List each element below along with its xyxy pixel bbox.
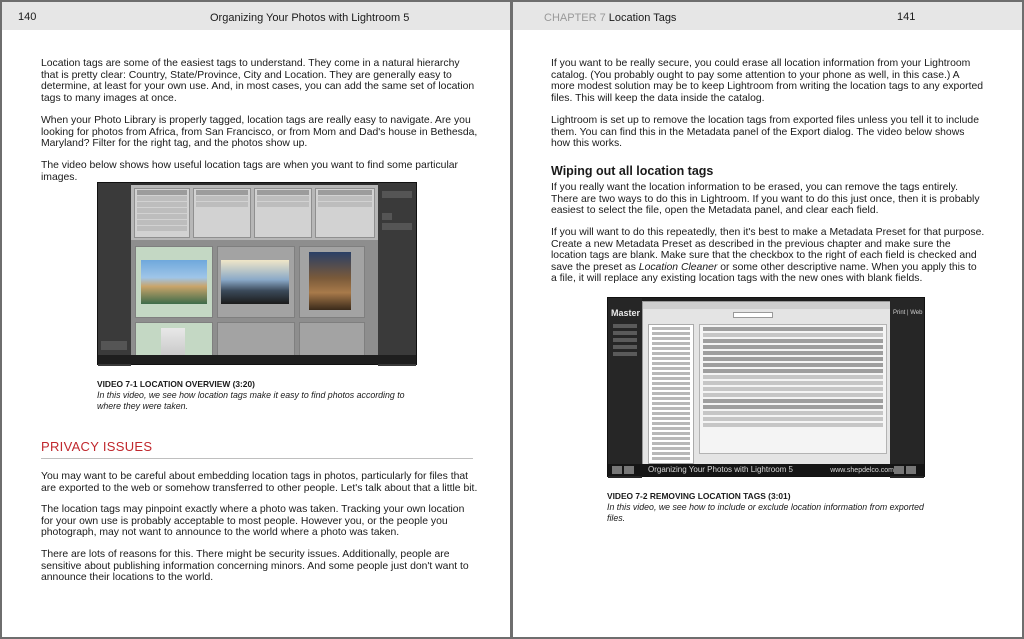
video-caption-description: In this video, we see how location tags make it easy to find photos according to where they were taken. xyxy=(97,390,405,411)
video-overlay-title: Organizing Your Photos with Lightroom 5 xyxy=(648,465,793,474)
page-number-left: 140 xyxy=(18,11,37,23)
paragraph-location-tags-intro: Location tags are some of the easiest tags to understand. They come in a natural hierarchy that is pretty clear: Country, State/Province, City and Location. They are generally easy to determine, at least for your own use. And, in most cases, you can add the same set of location tags to many images at once. xyxy=(41,58,475,104)
paragraph-secure-erase: If you want to be really secure, you could erase all location information from your Lightroom catalog. (You probably ought to pay some attention to your phone as well, in this case.) A more modest solution may be to keep Lightroom from writing the location tags to any exported files. This will keep the data inside the catalog. xyxy=(551,58,984,104)
screen-side-right: Print | Web xyxy=(893,310,923,316)
video-thumbnail-location-overview[interactable] xyxy=(97,182,417,365)
paragraph-privacy-1: You may want to be careful about embedding location tags in photos, particularly for files that are exported to the web or somehow transferred to other people. Let's talk about that a little bit. xyxy=(41,471,478,494)
running-title: Organizing Your Photos with Lightroom 5 xyxy=(210,12,410,24)
paragraph-video-intro: The video below shows how useful location tags are when you want to find some particular images. xyxy=(41,160,459,183)
video-caption-description-2: In this video, we see how to include or exclude location information from exported files. xyxy=(607,502,924,523)
page-number-right: 141 xyxy=(897,11,916,23)
right-running-head xyxy=(513,2,1022,30)
paragraph-privacy-2: The location tags may pinpoint exactly where a photo was taken. Tracking your own location for your own use is probably acceptable to most people. However you, or the people you photograph, may not want to announce to the world where a photo was taken. xyxy=(41,504,465,539)
screen-side-text: Master xyxy=(611,308,641,318)
lightroom-right-panel xyxy=(378,183,416,366)
chapter-title: Location Tags xyxy=(608,12,677,24)
photo-grid xyxy=(131,240,378,357)
export-settings-pane xyxy=(699,324,887,454)
video-caption-title: VIDEO 7-1 LOCATION OVERVIEW (3:20) xyxy=(97,379,255,389)
video-overlay-url: www.shepdelco.com xyxy=(830,467,894,474)
lightroom-side-panel xyxy=(608,298,642,478)
left-running-head xyxy=(2,2,510,30)
subheading-wiping: Wiping out all location tags xyxy=(551,164,714,178)
preset-list xyxy=(648,324,694,464)
photo-thumb-canal xyxy=(141,260,207,304)
paragraph-wipe-2: If you will want to do this repeatedly, then it's best to make a Metadata Preset for that purpose. Create a new Metadata Preset as described in the previous chapter and make sure the location tags are blank. Make sure that the checkbox to the right of each field is checked and save the preset as Location Cleaner or some other descriptive name. When you apply this to a file, it will replace any existing location tags with the new ones with blank fields. xyxy=(551,227,985,285)
lightroom-module-panel xyxy=(890,298,924,478)
photo-thumb-building xyxy=(161,328,185,357)
paragraph-privacy-3: There are lots of reasons for this. There might be security issues. Additionally, people are sensitive about publishing information concerning minors. And some people just don't want to announce their locations to the world. xyxy=(41,549,469,584)
chapter-header xyxy=(544,12,676,24)
photo-thumb-tower xyxy=(309,252,351,310)
library-filter-bar xyxy=(131,185,378,240)
preset-name: Location Cleaner xyxy=(638,261,718,273)
left-page xyxy=(2,2,510,637)
chapter-label: CHAPTER 7 xyxy=(544,12,606,24)
paragraph-wipe-1: If you really want the location information to be erased, you can remove the tags entirely. There are two ways to do this in Lightroom. If you want to do this just once, then it is probably easiest to select the file, open the Metadata panel, and clear each field. xyxy=(551,182,980,217)
lightroom-left-panel xyxy=(98,183,131,366)
right-page xyxy=(513,2,1022,637)
video-caption-title-2: VIDEO 7-2 REMOVING LOCATION TAGS (3:01) xyxy=(607,491,791,501)
export-dialog xyxy=(642,301,892,467)
section-heading-privacy: PRIVACY ISSUES xyxy=(41,439,473,459)
video-thumbnail-removing-tags[interactable] xyxy=(607,297,925,477)
paragraph-navigation: When your Photo Library is properly tagged, location tags are really easy to navigate. Are you looking for photos from Africa, from San Francisco, or from Mom and Dad's house in Bethesda, Maryland? Filter for the right tag, and the photos show up. xyxy=(41,115,478,150)
photo-thumb-silhouettes xyxy=(221,260,289,304)
paragraph-export-setting: Lightroom is set up to remove the location tags from exported files unless you tell it to include them. You can find this in the Metadata panel of the Export dialog. The video below shows how this works. xyxy=(551,115,979,150)
lightroom-status-bar xyxy=(98,355,416,364)
